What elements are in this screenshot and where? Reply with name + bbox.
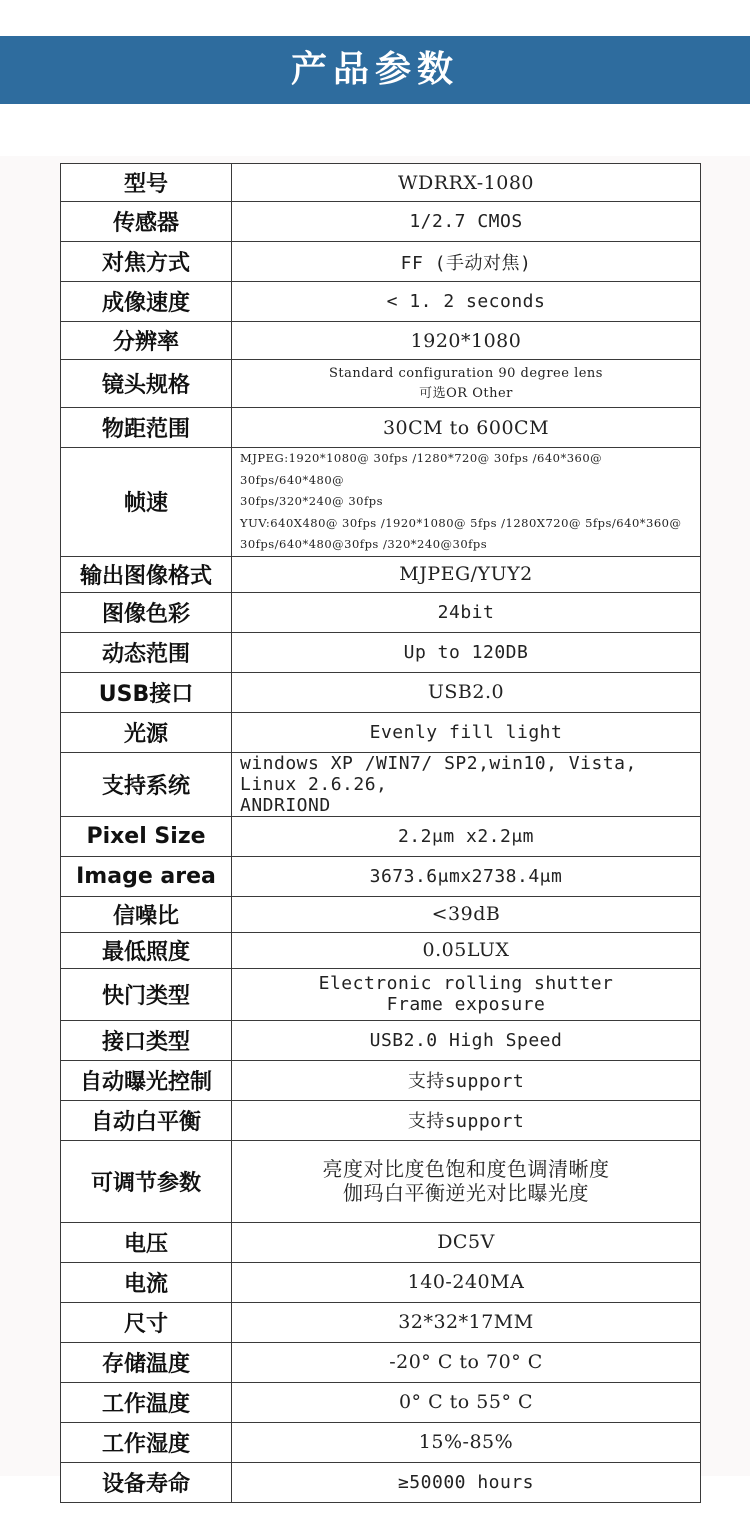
spec-label: 自动曝光控制 xyxy=(61,1060,232,1100)
spec-label: Pixel Size xyxy=(61,816,232,856)
spec-value-line: DC5V xyxy=(437,1231,495,1253)
spec-table xyxy=(60,163,701,1503)
spec-label: USB接口 xyxy=(61,672,232,712)
spec-row xyxy=(61,1020,701,1060)
spec-label: 图像色彩 xyxy=(61,592,232,632)
spec-label: 接口类型 xyxy=(61,1020,232,1060)
spec-value xyxy=(232,592,701,632)
spec-label: 自动白平衡 xyxy=(61,1100,232,1140)
spec-value xyxy=(232,202,701,242)
spec-row xyxy=(61,1302,701,1342)
spec-label: 工作湿度 xyxy=(61,1422,232,1462)
spec-value xyxy=(232,242,701,282)
spec-label: 可调节参数 xyxy=(61,1140,232,1222)
spec-label: 工作温度 xyxy=(61,1382,232,1422)
spec-value-line: 15%-85% xyxy=(418,1431,514,1453)
spec-row xyxy=(61,1140,701,1222)
spec-value-line: FF (手动对焦) xyxy=(400,252,532,274)
spec-value-line: -20° C to 70° C xyxy=(389,1351,543,1373)
spec-label: 分辨率 xyxy=(61,322,232,360)
spec-value xyxy=(232,1422,701,1462)
spec-value-line: MJPEG/YUY2 xyxy=(399,563,533,585)
spec-value-line: 0° C to 55° C xyxy=(398,1391,534,1413)
spec-label: 输出图像格式 xyxy=(61,556,232,592)
spec-value-line: Electronic rolling shutter xyxy=(318,973,614,994)
spec-value xyxy=(232,1222,701,1262)
spec-value-line: Evenly fill light xyxy=(369,721,563,743)
spec-value xyxy=(232,932,701,968)
spec-row xyxy=(61,202,701,242)
spec-value xyxy=(232,1342,701,1382)
spec-label: 电压 xyxy=(61,1222,232,1262)
spec-value-line: Standard configuration 90 degree lens xyxy=(329,365,603,381)
spec-value xyxy=(232,282,701,322)
spec-value-line: ≥50000 hours xyxy=(397,1471,535,1493)
spec-label: 型号 xyxy=(61,164,232,202)
spec-row xyxy=(61,556,701,592)
spec-row xyxy=(61,752,701,816)
spec-row xyxy=(61,242,701,282)
spec-value-line: 30fps/640*480@30fps /320*240@30fps xyxy=(240,537,488,551)
spec-value xyxy=(232,672,701,712)
spec-row xyxy=(61,282,701,322)
spec-row xyxy=(61,1222,701,1262)
spec-value-line: <39dB xyxy=(431,903,501,925)
spec-label: 存储温度 xyxy=(61,1342,232,1382)
spec-row xyxy=(61,322,701,360)
spec-label: 成像速度 xyxy=(61,282,232,322)
spec-value-line: ANDRIOND xyxy=(240,794,331,816)
spec-value xyxy=(232,1382,701,1422)
spec-value-line: Frame exposure xyxy=(386,994,546,1015)
spec-label: 镜头规格 xyxy=(61,360,232,408)
spec-label: 支持系统 xyxy=(61,752,232,816)
spec-row xyxy=(61,672,701,712)
spec-value-line: 30fps/320*240@ 30fps xyxy=(240,494,383,508)
spec-value-line: 支持support xyxy=(407,1071,525,1092)
spec-row xyxy=(61,1462,701,1502)
spec-value xyxy=(232,1262,701,1302)
page-title: 产品参数 xyxy=(290,49,459,90)
spec-label: 对焦方式 xyxy=(61,242,232,282)
header-banner xyxy=(0,36,750,104)
spec-value xyxy=(232,896,701,932)
spec-table-body xyxy=(61,164,701,1503)
spec-value-line: windows XP /WIN7/ SP2,win10, Vista, Linux 2.6.26, xyxy=(240,752,637,795)
spec-label: 尺寸 xyxy=(61,1302,232,1342)
spec-row xyxy=(61,816,701,856)
spec-value xyxy=(232,1302,701,1342)
spec-value-line: < 1. 2 seconds xyxy=(386,291,546,312)
spec-label: 传感器 xyxy=(61,202,232,242)
spec-value-line: 30CM to 600CM xyxy=(382,416,550,439)
spec-value xyxy=(232,556,701,592)
spec-row xyxy=(61,1262,701,1302)
spec-row xyxy=(61,448,701,557)
spec-label: 快门类型 xyxy=(61,968,232,1020)
spec-label: 帧速 xyxy=(61,448,232,557)
spec-value xyxy=(232,712,701,752)
spec-value-line: 0.05LUX xyxy=(422,939,510,961)
spec-label: 信噪比 xyxy=(61,896,232,932)
spec-label: 最低照度 xyxy=(61,932,232,968)
spec-value-line: 亮度对比度色饱和度色调清晰度 xyxy=(322,1157,610,1181)
spec-row xyxy=(61,632,701,672)
spec-value-line: 140-240MA xyxy=(407,1271,525,1293)
spec-value xyxy=(232,1140,701,1222)
spec-row xyxy=(61,360,701,408)
spec-value-line: 32*32*17MM xyxy=(398,1311,534,1333)
spec-value xyxy=(232,360,701,408)
spec-value-line: 伽玛白平衡逆光对比曝光度 xyxy=(343,1181,589,1205)
spec-label: 光源 xyxy=(61,712,232,752)
spec-value xyxy=(232,856,701,896)
spec-row xyxy=(61,164,701,202)
spec-row xyxy=(61,1060,701,1100)
spec-value-line: MJPEG:1920*1080@ 30fps /1280*720@ 30fps /640*360@ 30fps/640*480@ xyxy=(240,451,603,487)
spec-value-line: Up to 120DB xyxy=(403,641,529,663)
spec-value-line: 24bit xyxy=(437,601,495,623)
spec-value-line: USB2.0 xyxy=(427,681,505,703)
spec-row xyxy=(61,712,701,752)
spec-row xyxy=(61,1342,701,1382)
spec-row xyxy=(61,1422,701,1462)
spec-value-line: 可选OR Other xyxy=(419,385,513,401)
spec-value xyxy=(232,816,701,856)
spec-label: 设备寿命 xyxy=(61,1462,232,1502)
spec-value xyxy=(232,1462,701,1502)
spec-label: 动态范围 xyxy=(61,632,232,672)
spec-label: 物距范围 xyxy=(61,408,232,448)
spec-label: 电流 xyxy=(61,1262,232,1302)
spec-row xyxy=(61,408,701,448)
spec-value xyxy=(232,448,701,557)
spec-value-line: WDRRX-1080 xyxy=(398,171,534,194)
spec-value-line: USB2.0 High Speed xyxy=(369,1029,563,1051)
spec-value-line: YUV:640X480@ 30fps /1920*1080@ 5fps /1280X720@ 5fps/640*360@ xyxy=(240,515,682,530)
spec-row xyxy=(61,968,701,1020)
spec-value-line: 1920*1080 xyxy=(410,329,522,352)
spec-row xyxy=(61,1100,701,1140)
spec-row xyxy=(61,896,701,932)
spec-value-line: 1/2.7 CMOS xyxy=(409,211,523,232)
spec-row xyxy=(61,856,701,896)
spec-value xyxy=(232,164,701,202)
spec-row xyxy=(61,592,701,632)
spec-value xyxy=(232,1060,701,1100)
spec-value-line: 2.2μm x2.2μm xyxy=(397,825,535,847)
spec-value xyxy=(232,1020,701,1060)
spec-row xyxy=(61,932,701,968)
spec-value-line: 支持support xyxy=(407,1111,525,1132)
spec-value xyxy=(232,632,701,672)
spec-value xyxy=(232,752,701,816)
spec-value xyxy=(232,322,701,360)
spec-value xyxy=(232,1100,701,1140)
spec-value xyxy=(232,408,701,448)
spec-label: Image area xyxy=(61,856,232,896)
spec-value-line: 3673.6μmx2738.4μm xyxy=(369,865,563,887)
spec-value xyxy=(232,968,701,1020)
spec-row xyxy=(61,1382,701,1422)
